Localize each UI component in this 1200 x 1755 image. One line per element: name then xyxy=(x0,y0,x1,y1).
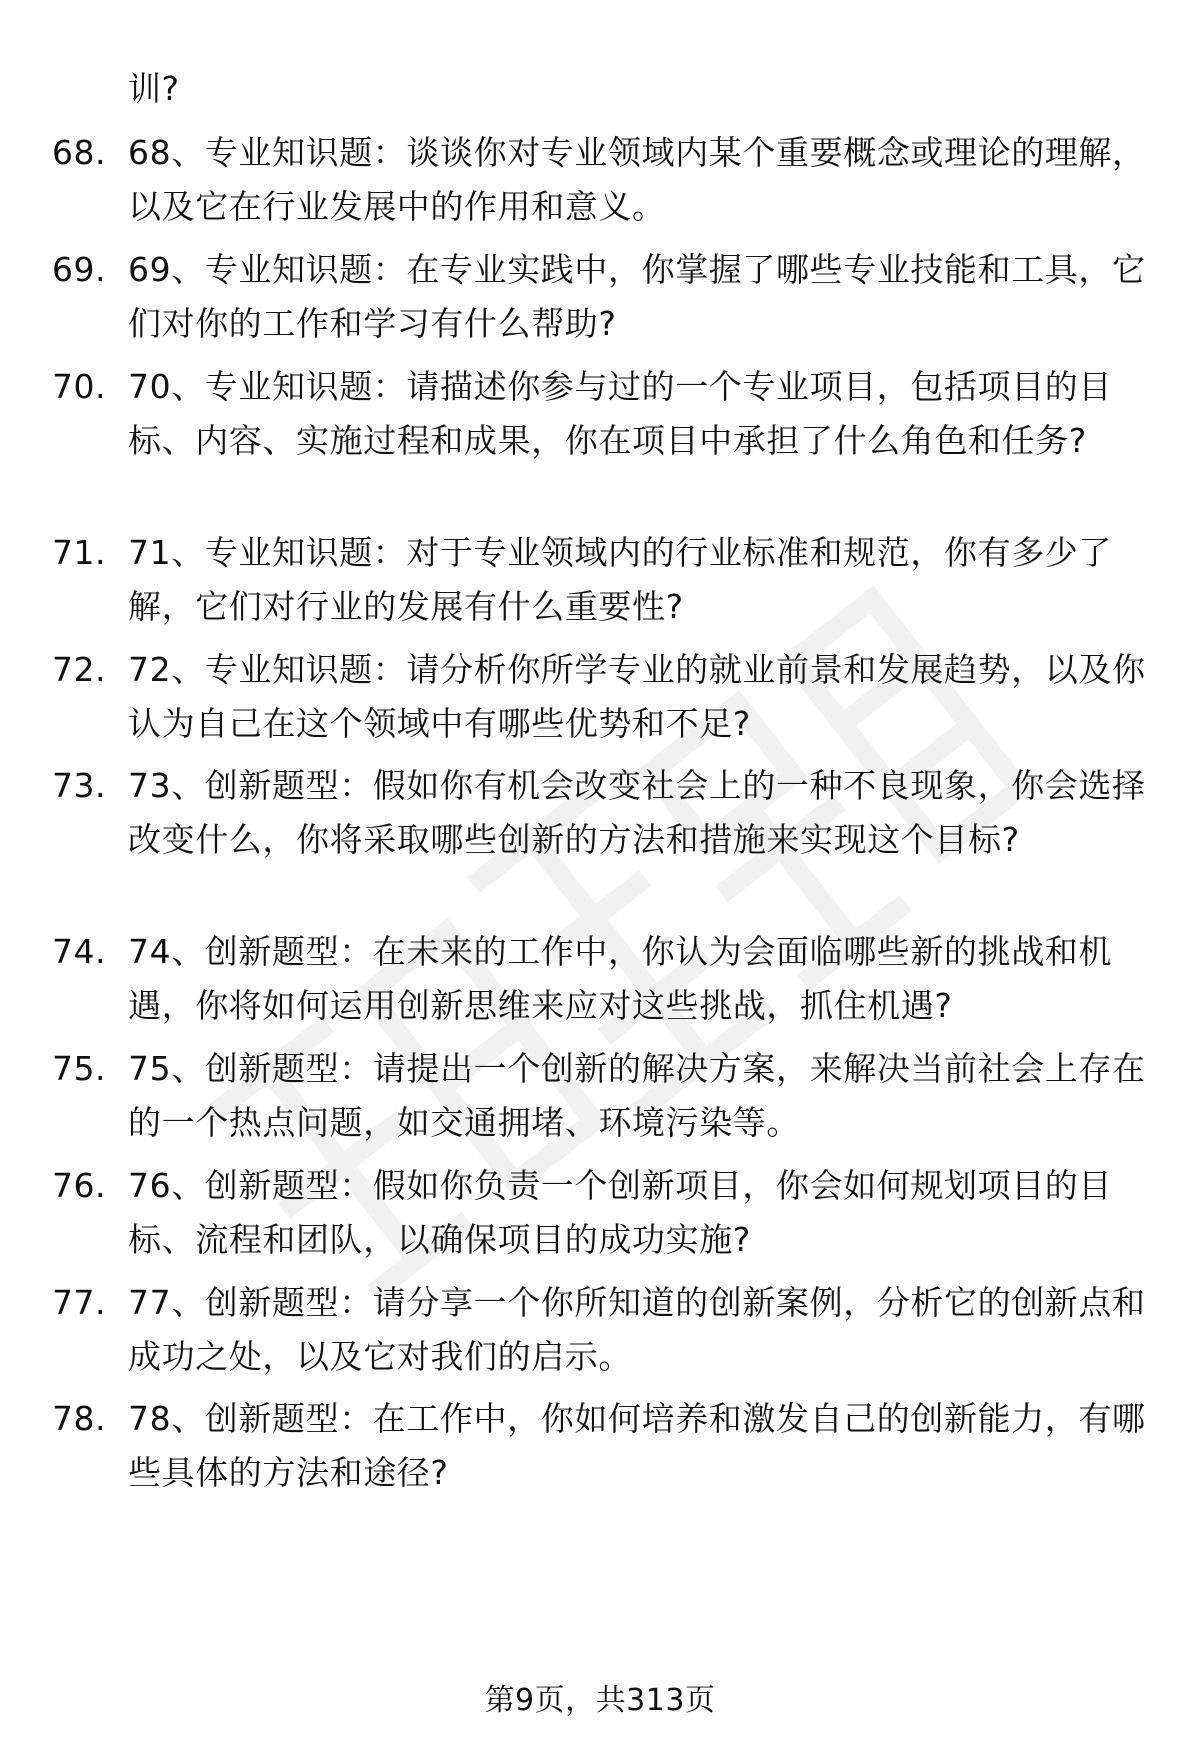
item-number: 71. xyxy=(52,533,106,572)
item-text: 72、专业知识题：请分析你所学专业的就业前景和发展趋势，以及你认为自己在这个领域中有哪些优势和不足? xyxy=(128,650,1146,743)
continuation-line: 训? xyxy=(128,69,180,108)
item-text: 69、专业知识题：在专业实践中，你掌握了哪些专业技能和工具，它们对你的工作和学习有什么帮助? xyxy=(128,250,1146,343)
item-number: 78. xyxy=(52,1399,106,1438)
item-text: 76、创新题型：假如你负责一个创新项目，你会如何规划项目的目标、流程和团队，以确保项目的成功实施? xyxy=(128,1166,1112,1259)
page-indicator: 第9页，共313页 xyxy=(484,1683,716,1718)
item-text: 78、创新题型：在工作中，你如何培养和激发自己的创新能力，有哪些具体的方法和途径? xyxy=(128,1399,1146,1492)
item-number: 74. xyxy=(52,932,106,971)
item-number: 69. xyxy=(52,250,106,289)
item-number: 73. xyxy=(52,766,106,805)
item-number: 68. xyxy=(52,133,106,172)
item-number: 77. xyxy=(52,1283,106,1322)
item-text: 75、创新题型：请提出一个创新的解决方案，来解决当前社会上存在的一个热点问题，如交通拥堵、环境污染等。 xyxy=(128,1049,1146,1142)
item-number: 70. xyxy=(52,367,106,406)
item-text: 70、专业知识题：请描述你参与过的一个专业项目，包括项目的目标、内容、实施过程和成果，你在项目中承担了什么角色和任务? xyxy=(128,367,1112,460)
item-text: 71、专业知识题：对于专业领域内的行业标准和规范，你有多少了解，它们对行业的发展有什么重要性? xyxy=(128,533,1112,626)
item-number: 75. xyxy=(52,1049,106,1088)
item-text: 74、创新题型：在未来的工作中，你认为会面临哪些新的挑战和机遇，你将如何运用创新思维来应对这些挑战，抓住机遇? xyxy=(128,932,1112,1025)
item-number: 76. xyxy=(52,1166,106,1205)
item-text: 77、创新题型：请分享一个你所知道的创新案例，分析它的创新点和成功之处，以及它对我们的启示。 xyxy=(128,1283,1146,1376)
item-text: 68、专业知识题：谈谈你对专业领域内某个重要概念或理论的理解，以及它在行业发展中的作用和意义。 xyxy=(128,133,1146,226)
item-text: 73、创新题型：假如你有机会改变社会上的一种不良现象，你会选择改变什么，你将采取哪些创新的方法和措施来实现这个目标? xyxy=(128,766,1146,859)
item-number: 72. xyxy=(52,650,106,689)
